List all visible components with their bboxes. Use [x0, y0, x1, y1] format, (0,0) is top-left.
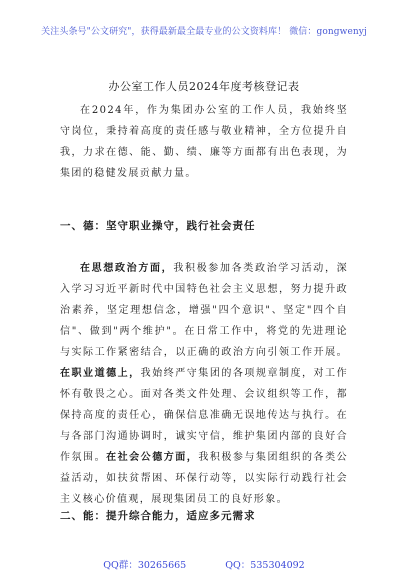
section-1-paragraph	[60, 258, 348, 510]
intro-paragraph: 在2024年，作为集团办公室的工作人员，我始终坚守岗位，秉持着高度的责任感与敬业精神，全方位提升自我，力求在德、能、勤、绩、廉等方面都有出色表现，为集团的稳健发展贡献力量。	[60, 105, 348, 179]
social-label: 在社会公德方面，	[106, 452, 199, 463]
political-text: 我积极参加各类政治学习活动，深入学习习近平新时代中国特色社会主义思想，努力提升政治素养，坚定理想信念，增强"四个意识"、坚定"四个自信"、做到"两个维护"。在日常工作中，将党的先进理论与实际工作紧密结合，以正确的政治方向引领工作开展。	[60, 263, 349, 358]
document-title: 办公室工作人员2024年度考核登记表	[108, 80, 300, 93]
political-label: 在思想政治方面，	[80, 263, 174, 274]
header-banner: 关注头条号"公文研究"，获得最新最全最专业的公文资料库！ 微信：gongwenyj	[41, 27, 367, 37]
footer-contact	[0, 557, 408, 571]
footer-qq-group: QQ群：30265665	[103, 560, 187, 571]
section-2-heading: 二、能：提升综合能力，适应多元需求	[60, 510, 256, 522]
social-text: 我积极参与集团组织的各类公益活动，如扶贫帮困、环保行动等，以实际行动践行社会主义核心价值观，展现集团员工的良好形象。	[60, 452, 349, 505]
footer-qq: QQ：535304092	[225, 560, 305, 571]
section-1-heading: 一、德：坚守职业操守，践行社会责任	[60, 220, 256, 232]
ethics-label: 在职业道德上，	[60, 368, 141, 379]
ethics-text: 我始终严守集团的各项规章制度，对工作怀有敬畏之心。面对各类文件处理、会议组织等工作，都保持高度的责任心，确保信息准确无误地传达与执行。在与各部门沟通协调时，诚实守信，维护集团内部的良好合作氛围。	[60, 368, 348, 463]
